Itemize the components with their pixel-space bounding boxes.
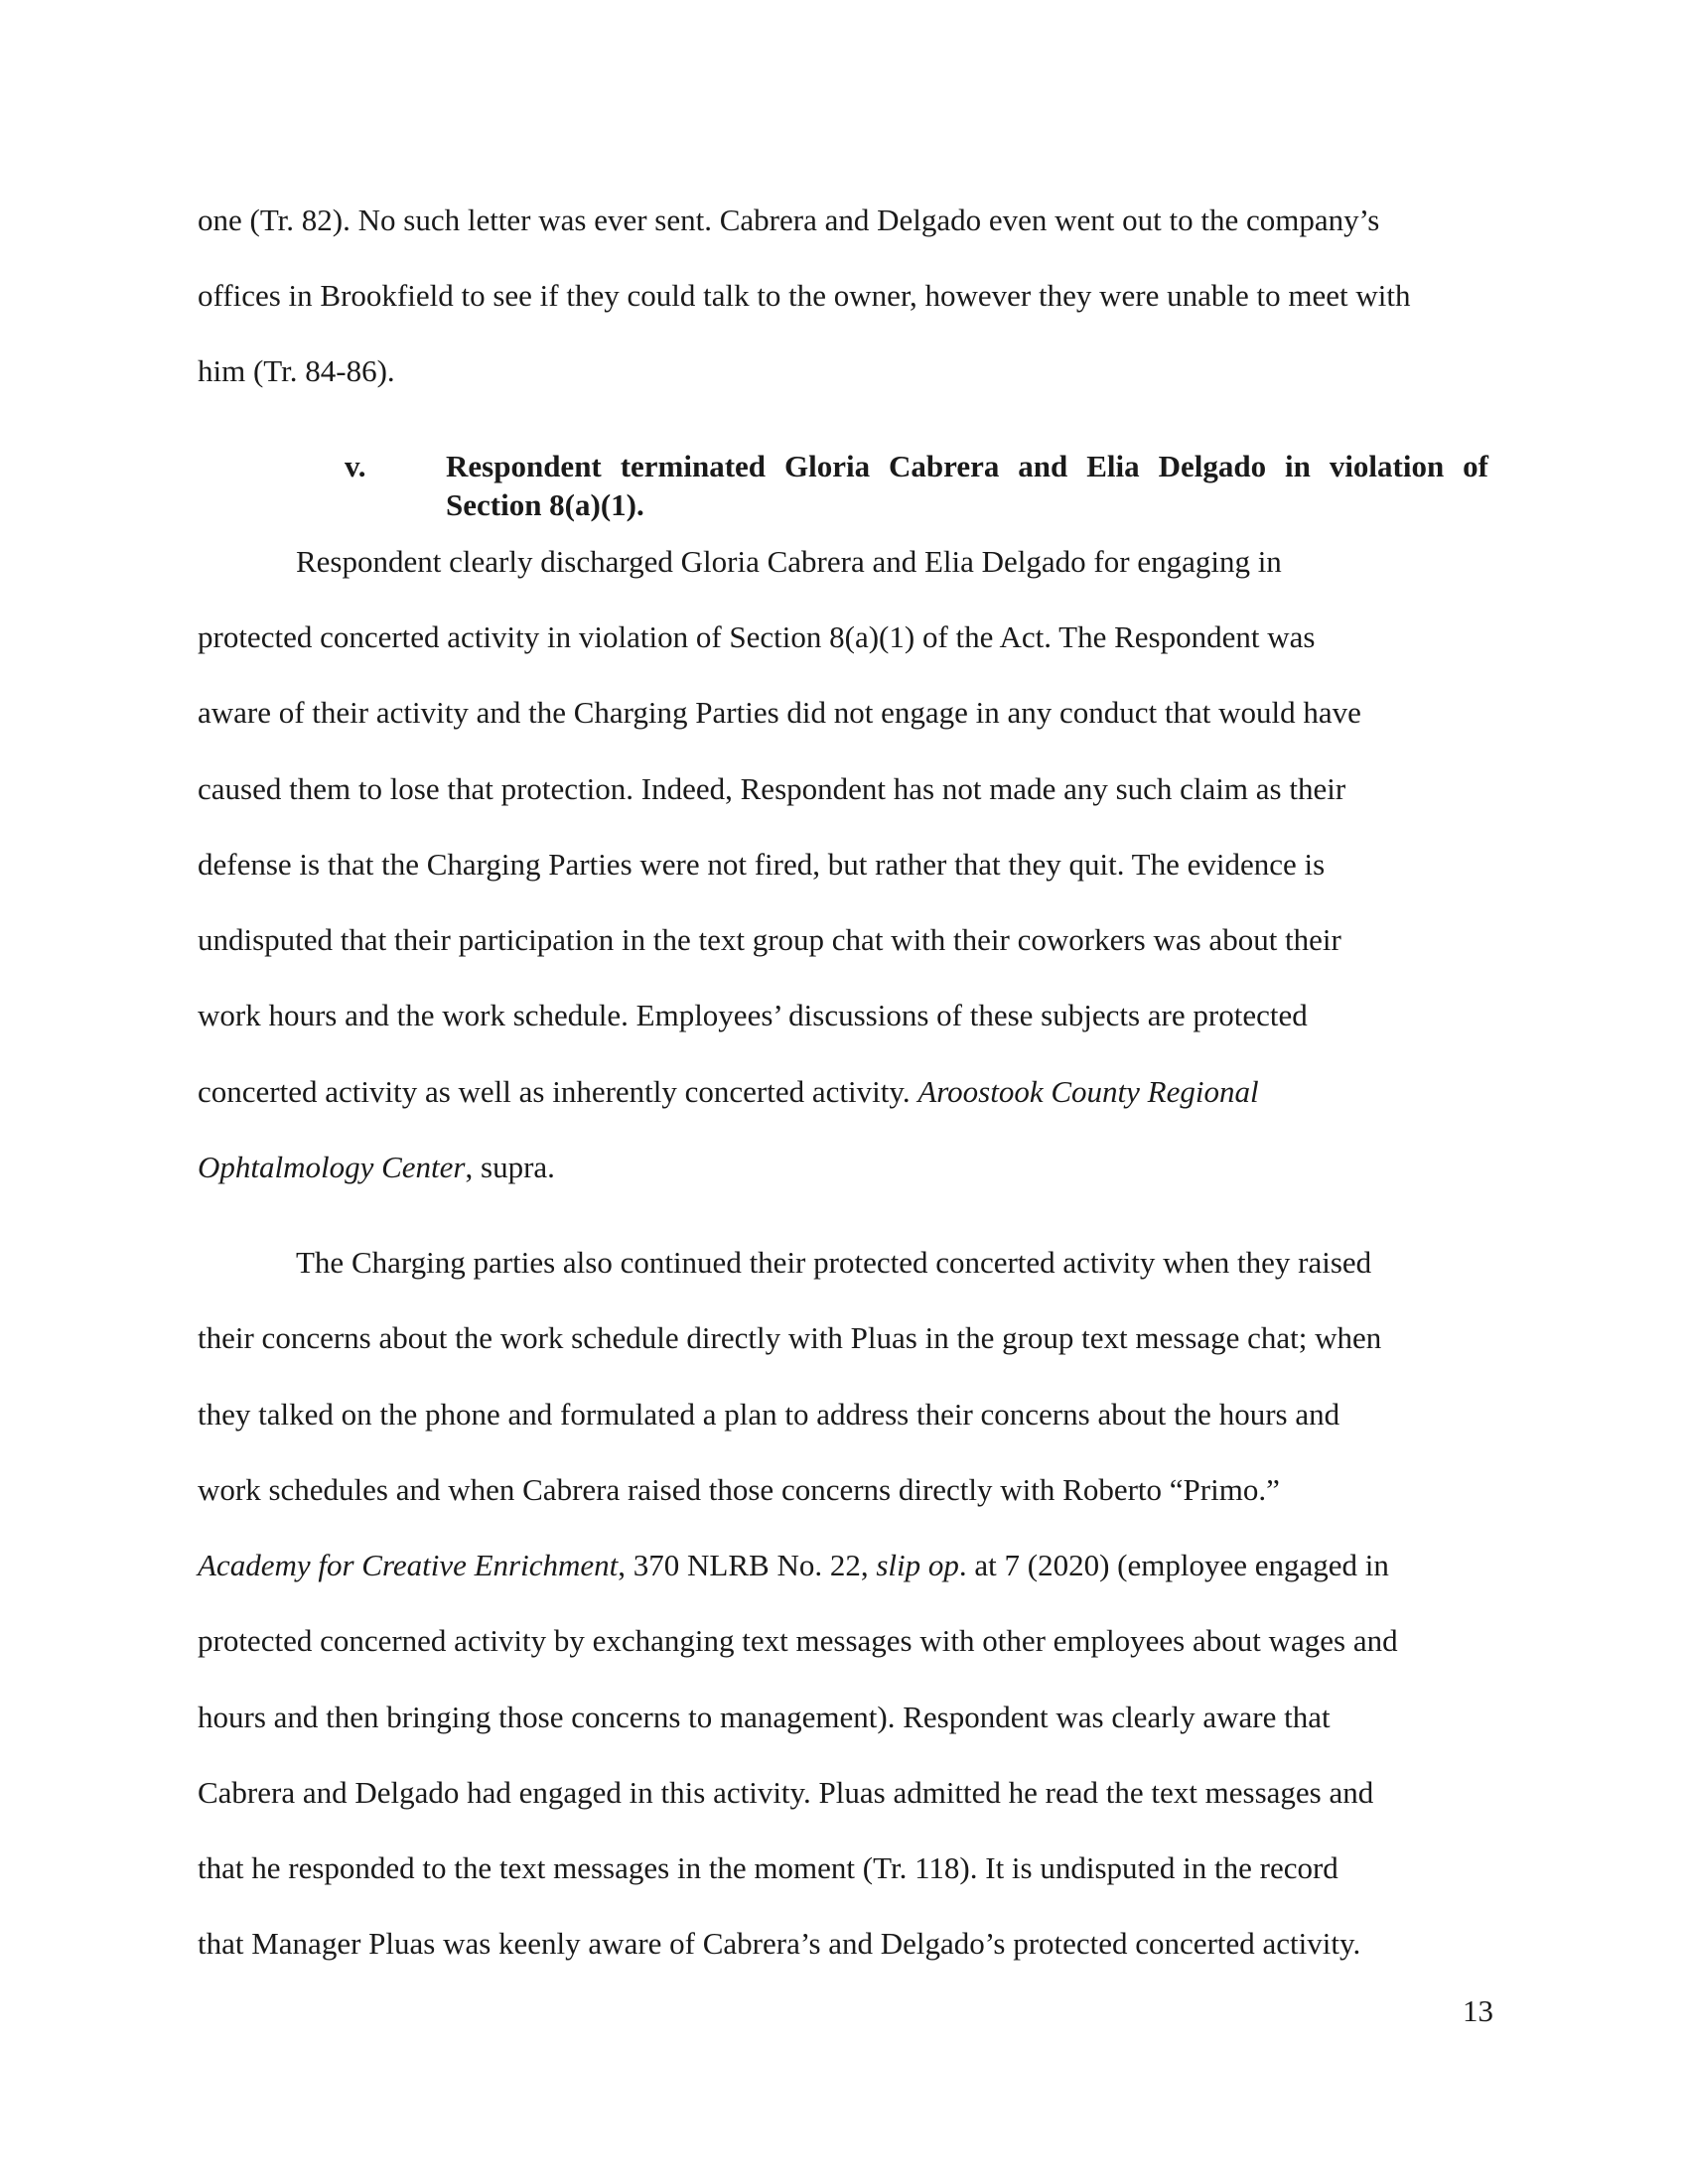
heading-line: Section 8(a)(1). <box>446 487 644 522</box>
text-span: , 370 NLRB No. 22, <box>618 1548 877 1582</box>
case-citation: Academy for Creative Enrichment <box>198 1548 619 1582</box>
heading-line: Respondent terminated Gloria Cabrera and Elia Delgado in violation of <box>446 449 1488 483</box>
body-text-line: Respondent clearly discharged Gloria Cabrera and Elia Delgado for engaging in <box>296 544 1282 579</box>
citation-term: slip op <box>876 1548 959 1582</box>
body-text-line: protected concerned activity by exchanging text messages with other employees about wages and <box>198 1623 1398 1658</box>
body-text-line: undisputed that their participation in the text group chat with their coworkers was about their <box>198 922 1341 957</box>
body-text-line <box>198 1546 1389 1585</box>
body-text-line: work schedules and when Cabrera raised those concerns directly with Roberto “Primo.” <box>198 1472 1280 1507</box>
body-text-line: their concerns about the work schedule directly with Pluas in the group text message chat; when <box>198 1320 1382 1355</box>
body-text-line: work hours and the work schedule. Employees’ discussions of these subjects are protected <box>198 998 1308 1032</box>
body-text-line: The Charging parties also continued their protected concerted activity when they raised <box>296 1245 1372 1280</box>
body-text-line: offices in Brookfield to see if they could talk to the owner, however they were unable to meet with <box>198 278 1411 313</box>
body-text-line: caused them to lose that protection. Indeed, Respondent has not made any such claim as their <box>198 771 1346 806</box>
case-citation: Ophtalmology Center <box>198 1150 466 1184</box>
heading-number: v. <box>345 449 366 483</box>
body-text-line: him (Tr. 84-86). <box>198 353 395 388</box>
body-text-line: aware of their activity and the Charging Parties did not engage in any conduct that would have <box>198 695 1361 730</box>
body-text-line <box>198 1072 1259 1112</box>
text-span: , supra. <box>465 1150 555 1184</box>
body-text-line: protected concerted activity in violation of Section 8(a)(1) of the Act. The Respondent was <box>198 619 1316 654</box>
body-text-line: that he responded to the text messages in the moment (Tr. 118). It is undisputed in the record <box>198 1850 1338 1885</box>
body-text-line: defense is that the Charging Parties were not fired, but rather that they quit. The evidence is <box>198 847 1326 882</box>
body-text-line: one (Tr. 82). No such letter was ever sent. Cabrera and Delgado even went out to the company’s <box>198 203 1380 237</box>
page-number: 13 <box>1463 1993 1493 2028</box>
text-span: concerted activity as well as inherently concerted activity. <box>198 1074 918 1109</box>
body-text-line <box>198 1148 555 1187</box>
body-text-line: hours and then bringing those concerns to management). Respondent was clearly aware that <box>198 1700 1331 1734</box>
text-span: . at 7 (2020) (employee engaged in <box>958 1548 1389 1582</box>
body-text-line: Cabrera and Delgado had engaged in this activity. Pluas admitted he read the text messages and <box>198 1775 1374 1810</box>
body-text-line: that Manager Pluas was keenly aware of Cabrera’s and Delgado’s protected concerted activity. <box>198 1926 1361 1961</box>
case-citation: Aroostook County Regional <box>917 1074 1259 1109</box>
body-text-line: they talked on the phone and formulated a plan to address their concerns about the hours and <box>198 1397 1340 1432</box>
